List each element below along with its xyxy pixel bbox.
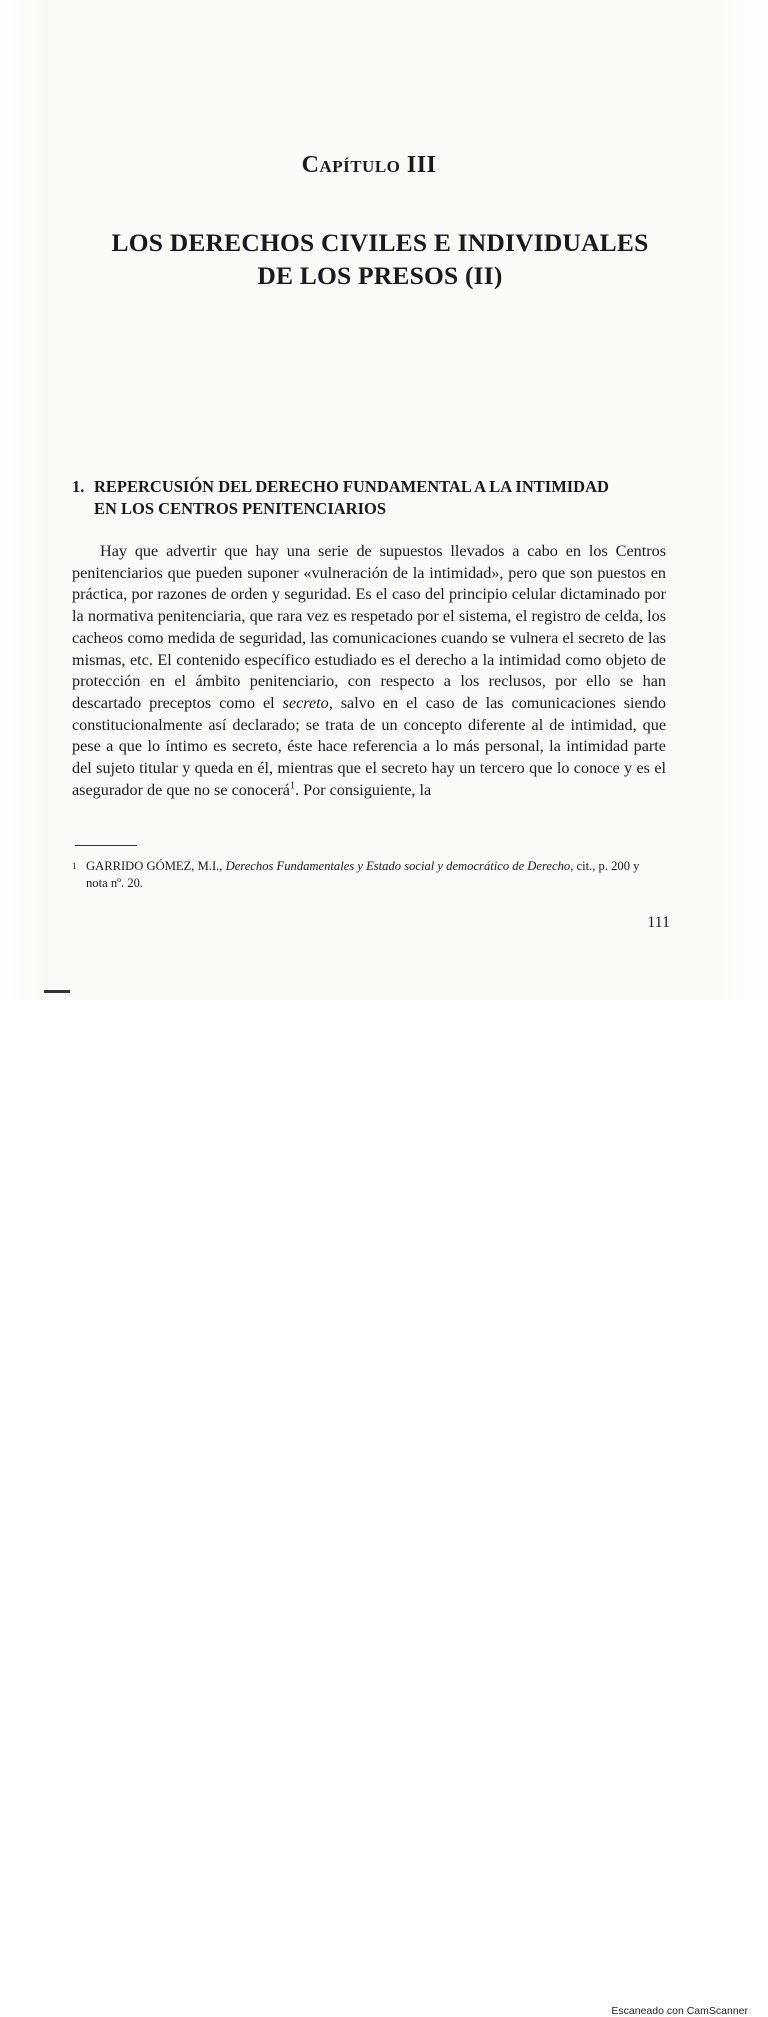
footnote-citation: , cit., p. 200 y [570, 859, 640, 873]
page-number: 111 [647, 914, 670, 931]
body-italic-term: secreto [282, 693, 329, 712]
section-heading [72, 476, 672, 520]
scan-artifact-mark [44, 990, 70, 993]
body-text-part-1: Hay que advertir que hay una serie de supuestos llevados a cabo en los Centros penitenciarios que pueden suponer «vulneración de la intimidad», pero que son puestos en práctica, por razones de orden y seguridad. Es el caso del principio celular dictaminado por la normativa penitenciaria, que rara vez es respetado por el sistema, el registro de celda, los cacheos como medida de seguridad, las comunicaciones cuando se vulnera el secreto de las mismas, etc. El contenido específico estudiado es el derecho a la intimidad como objeto de protección en el ámbito penitenciario, con respecto a los reclusos, por ello se han descartado preceptos como el [72, 542, 666, 712]
body-text-part-3: . Por consiguiente, la [294, 780, 432, 799]
section-number: 1. [72, 477, 85, 496]
footnote-mark: 1 [72, 861, 77, 871]
chapter-label: Capítulo III [301, 152, 437, 178]
scanner-footer-bar [0, 1000, 768, 2017]
footnote-divider [75, 845, 137, 846]
body-paragraph [72, 541, 666, 801]
footnote-author: GARRIDO GÓMEZ, M.I., [86, 859, 223, 873]
section-title-line-1: REPERCUSIÓN DEL DERECHO FUNDAMENTAL A LA INTIMIDAD [94, 477, 609, 496]
footnote-continuation: nota nº. 20. [86, 876, 144, 890]
section-title-line-2: EN LOS CENTROS PENITENCIARIOS [94, 499, 387, 518]
body-text-part-2: , salvo en el caso de las comunicaciones siendo constitucionalmente así declarado; se trata de un concepto diferente al de intimidad, que pese a que lo íntimo es secreto, éste hace referencia a lo más personal, la intimidad parte del sujeto titular y queda en él, mientras que el secreto hay un tercero que lo conoce y es el asegurador de que no se conocerá [72, 693, 666, 799]
footnote-reference: 1 [289, 780, 295, 792]
chapter-title-line-1: LOS DERECHOS CIVILES E INDIVIDUALES [111, 228, 649, 257]
footnote-work-title: Derechos Fundamentales y Estado social y democrático de Derecho [225, 859, 571, 873]
chapter-title-line-2: DE LOS PRESOS (II) [257, 261, 503, 290]
chapter-title [40, 226, 720, 292]
camscanner-watermark: Escaneado con CamScanner [611, 2005, 748, 2017]
footnote [72, 858, 672, 892]
